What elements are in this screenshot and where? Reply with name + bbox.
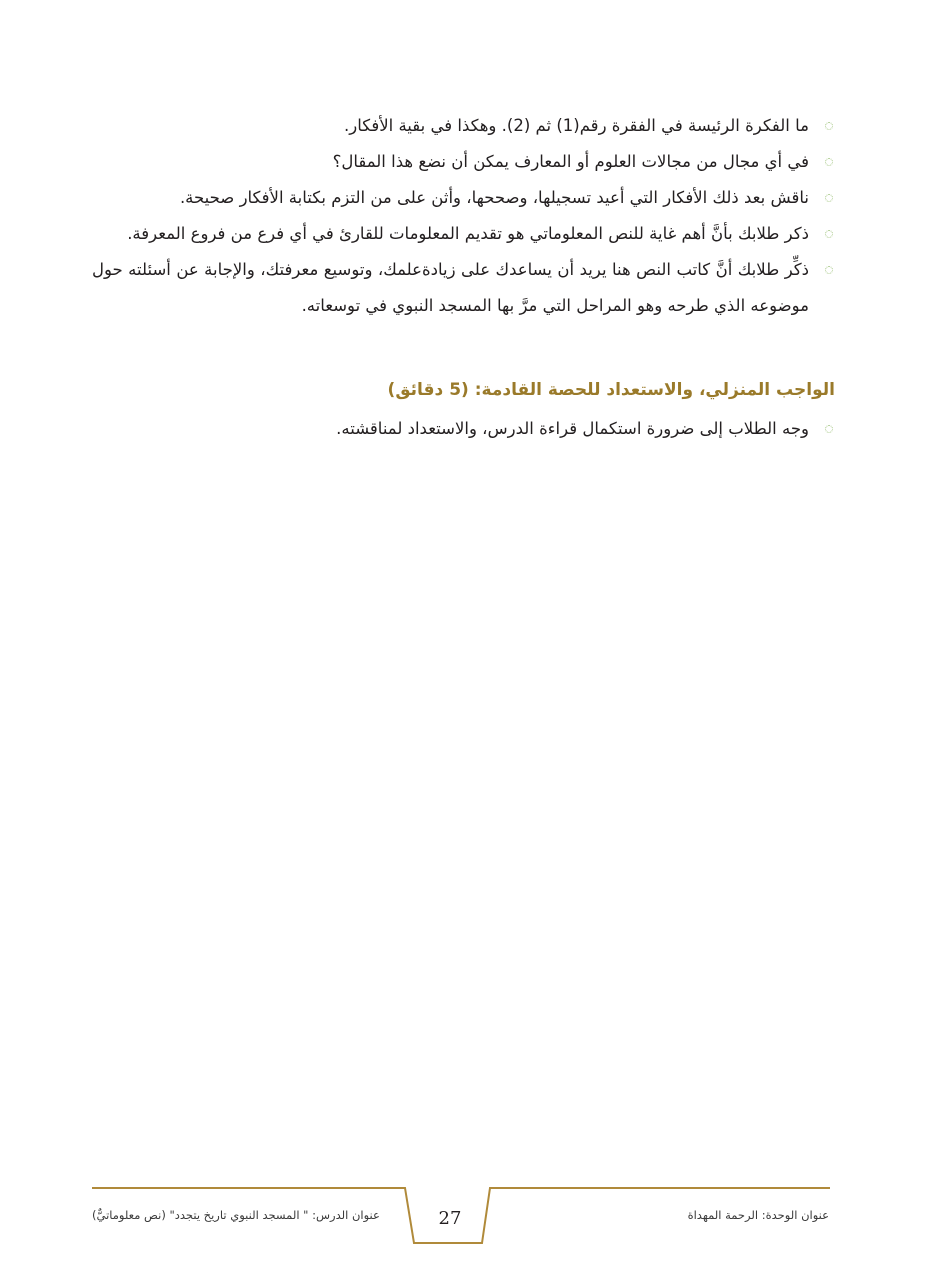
list-item-text: ذكِّر طلابك أنَّ كاتب النص هنا يريد أن يساعدك على زيادةعلمك، وتوسيع معرفتك، والإجابة عن أسئلته حول موضوعه الذي طرحه وهو المراحل التي مرَّ بها المسجد النبوي في توسعاته.: [92, 260, 809, 315]
bullet-icon: [825, 158, 833, 166]
homework-list: [92, 411, 835, 447]
list-item-text: في أي مجال من مجالات العلوم أو المعارف يمكن أن نضع هذا المقال؟: [332, 152, 809, 171]
bullet-icon: [825, 122, 833, 130]
bullet-icon: [825, 266, 833, 274]
list-item: [92, 411, 835, 447]
list-item: [92, 144, 835, 180]
bullet-icon: [825, 230, 833, 238]
page-content: [92, 108, 835, 447]
bullet-icon: [825, 425, 833, 433]
page-number: 27: [438, 1208, 462, 1229]
footer-lesson-title: عنوان الدرس: " المسجد النبوي تاريخ يتجدد" (نص معلوماتيٌّ): [92, 1208, 380, 1222]
list-item: [92, 216, 835, 252]
footer-unit-title: عنوان الوحدة: الرحمة المهداة: [687, 1208, 829, 1222]
list-item: [92, 252, 835, 324]
discussion-questions-list: [92, 108, 835, 324]
list-item-text: ما الفكرة الرئيسة في الفقرة رقم(1) ثم (2). وهكذا في بقية الأفكار.: [343, 116, 809, 135]
list-item-text: وجه الطلاب إلى ضرورة استكمال قراءة الدرس، والاستعداد لمناقشته.: [336, 419, 809, 438]
list-item: [92, 180, 835, 216]
list-item-text: ناقش بعد ذلك الأفكار التي أعيد تسجيلها، وصححها، وأثن على من التزم بكتابة الأفكار صحيحة.: [179, 188, 809, 207]
list-item-text: ذكر طلابك بأنَّ أهم غاية للنص المعلوماتي هو تقديم المعلومات للقارئ في أي فرع من فروع المعرفة.: [127, 224, 809, 243]
homework-heading: الواجب المنزلي، والاستعداد للحصة القادمة: (5 دقائق): [387, 380, 835, 400]
list-item: [92, 108, 835, 144]
bullet-icon: [825, 194, 833, 202]
